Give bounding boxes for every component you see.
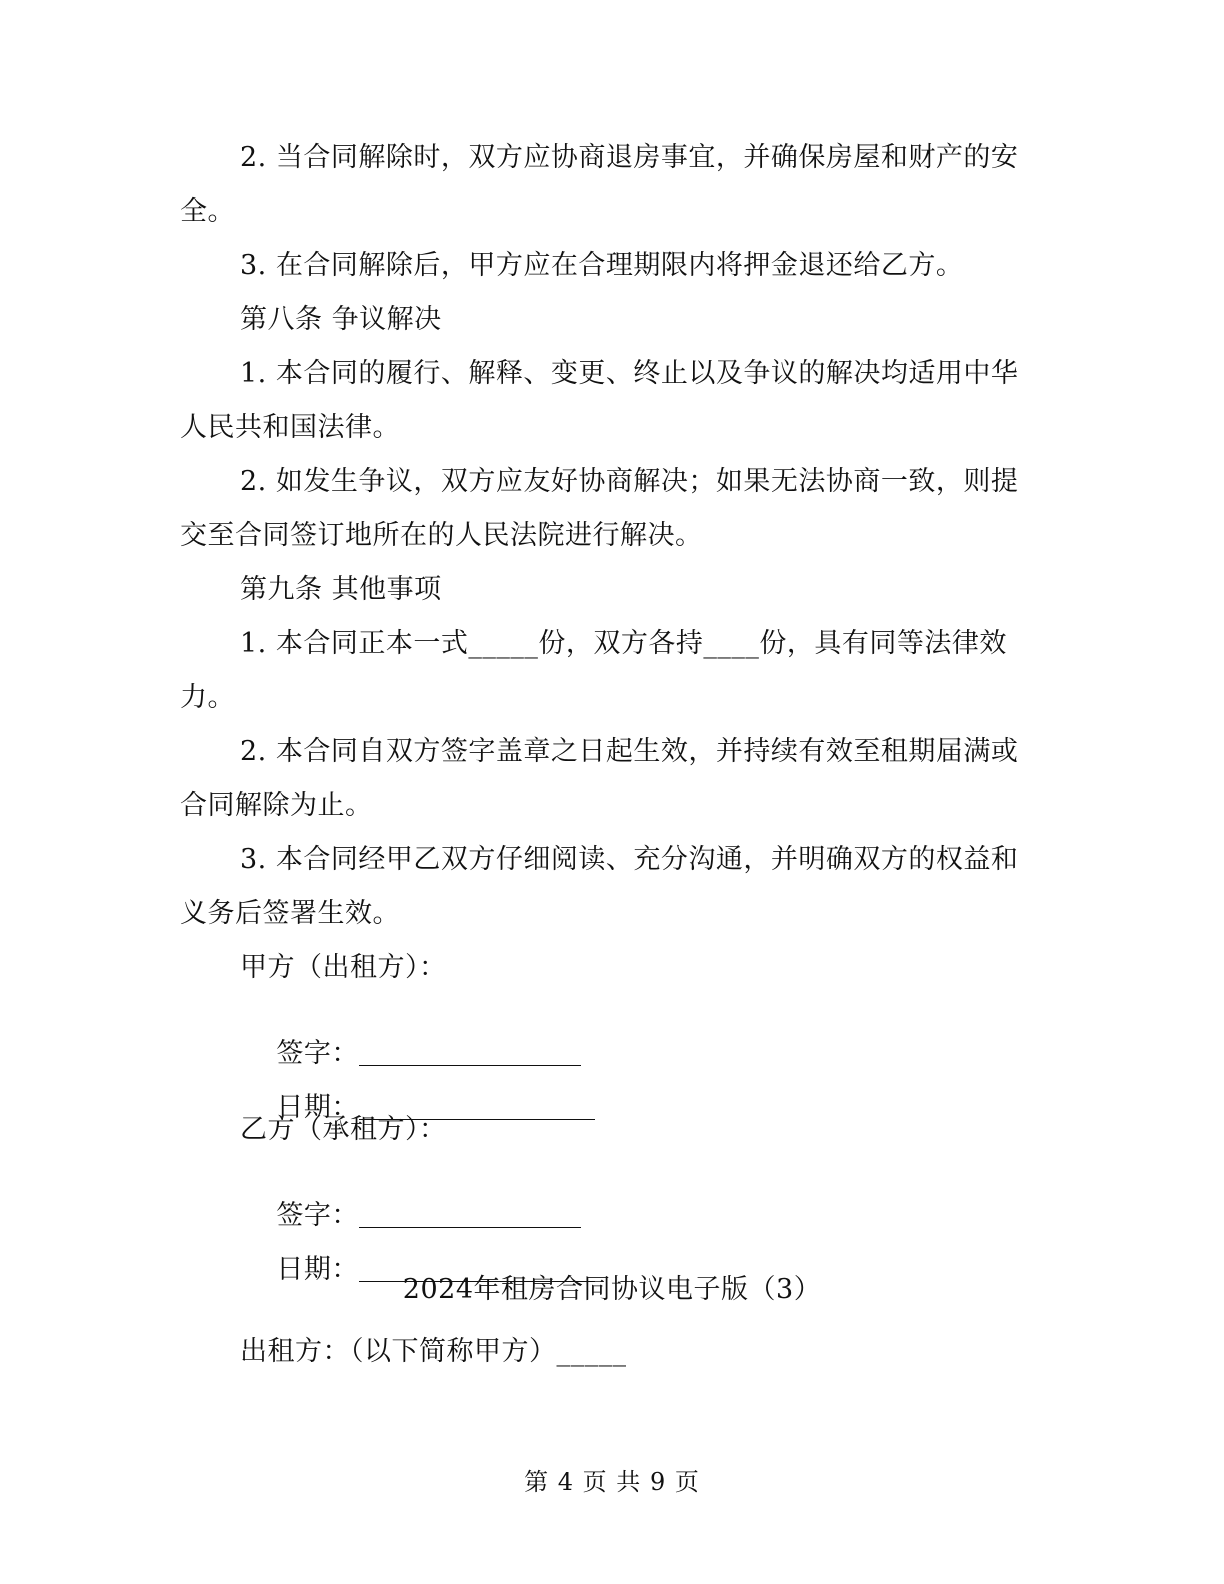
clause-9-2-line-2: 合同解除为止。 [180, 790, 373, 821]
clause-9-2-line-1: 2. 本合同自双方签字盖章之日起生效，并持续有效至租期届满或 [240, 736, 1019, 767]
next-contract-title: 2024年租房合同协议电子版（3） [402, 1274, 822, 1305]
clause-7-2-line-1: 2. 当合同解除时，双方应协商退房事宜，并确保房屋和财产的安 [240, 142, 1019, 173]
lessor-line: 出租方：（以下简称甲方）_____ [240, 1336, 627, 1367]
clause-8-1-line-2: 人民共和国法律。 [180, 412, 400, 443]
party-b-signature-label: 签字： [276, 1200, 359, 1231]
clause-9-1-line-1: 1. 本合同正本一式_____份，双方各持____份，具有同等法律效 [240, 628, 1007, 659]
party-a-date-label: 日期： [276, 1092, 359, 1123]
party-b-date-label: 日期： [276, 1254, 359, 1285]
clause-9-1-line-2: 力。 [180, 682, 235, 713]
party-b-label: 乙方（承租方）： [240, 1114, 447, 1145]
article-9-heading: 第九条 其他事项 [240, 574, 442, 605]
clause-8-2-line-1: 2. 如发生争议，双方应友好协商解决；如果无法协商一致，则提 [240, 466, 1019, 497]
clause-8-2-line-2: 交至合同签订地所在的人民法院进行解决。 [180, 520, 703, 551]
article-8-heading: 第八条 争议解决 [240, 304, 442, 335]
clause-8-1-line-1: 1. 本合同的履行、解释、变更、终止以及争议的解决均适用中华 [240, 358, 1019, 389]
clause-9-3-line-1: 3. 本合同经甲乙双方仔细阅读、充分沟通，并明确双方的权益和 [240, 844, 1019, 875]
party-a-label: 甲方（出租方）： [240, 952, 447, 983]
clause-9-3-line-2: 义务后签署生效。 [180, 898, 400, 929]
clause-7-3: 3. 在合同解除后，甲方应在合理期限内将押金退还给乙方。 [240, 250, 964, 281]
page-footer: 第 4 页 共 9 页 [524, 1468, 700, 1496]
party-a-signature-label: 签字： [276, 1038, 359, 1069]
clause-7-2-line-2: 全。 [180, 196, 235, 227]
